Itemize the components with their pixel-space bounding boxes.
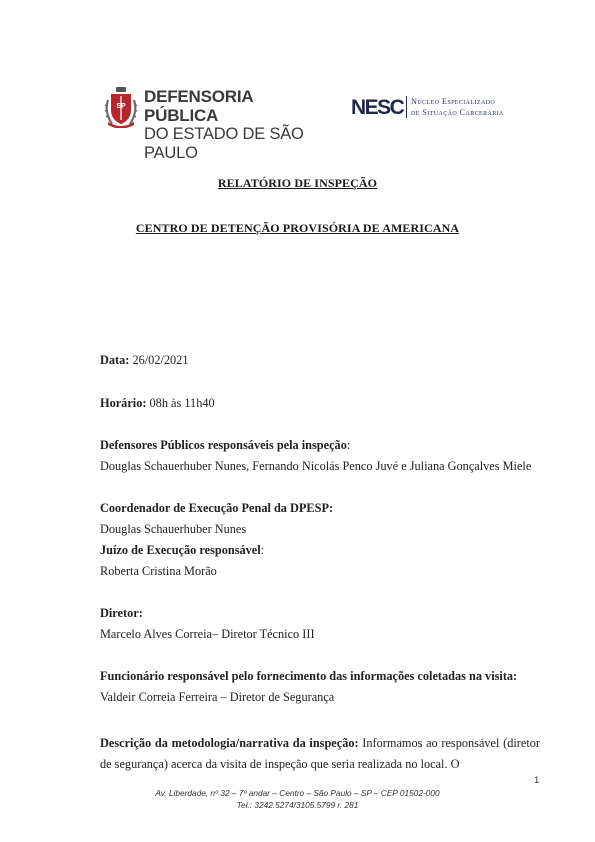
dpesp-logo [104, 86, 324, 162]
staff-label-text: Funcionário responsável pelo fornecimento das informações coletadas na visita: [100, 669, 518, 683]
report-title: RELATÓRIO DE INSPEÇÃO [217, 176, 378, 190]
nesc-wordmark: NESC [351, 96, 404, 119]
org-name-line2: DO ESTADO DE SÃO PAULO [144, 125, 304, 162]
nesc-divider [406, 96, 407, 118]
time-value: 08h às 11h40 [149, 396, 215, 410]
director-label [100, 606, 143, 621]
page-number: 1 [534, 775, 540, 786]
defenders-heading [100, 438, 350, 453]
nesc-line2: de Situação Carcerária [411, 108, 504, 117]
coordinator-value: Douglas Schauerhuber Nunes [100, 522, 247, 536]
director-value: Marcelo Alves Correia– Diretor Técnico III [100, 627, 315, 641]
defenders-value: Douglas Schauerhuber Nunes, Fernando Nicolás Penco Juvé e Juliana Gonçalves Miele [100, 459, 532, 473]
court-label: Juízo de Execução responsável [100, 543, 261, 557]
methodology-label: Descrição da metodologia/narrativa da inspeção: [100, 736, 359, 750]
date-line [100, 353, 188, 368]
org-name-line1: DEFENSORIA PÚBLICA [144, 87, 253, 125]
defenders-colon: : [346, 438, 351, 452]
methodology-text: Informamos ao responsável (diretor de segurança) acerca da visita de inspeção que seria realizada no local. O [100, 736, 540, 771]
time-line [100, 396, 215, 411]
date-label: Data: [100, 353, 130, 367]
court-value: Roberta Cristina Morão [100, 564, 217, 578]
sp-coat-of-arms-icon [104, 86, 138, 128]
footer-address: Av. Liberdade, nº 32 – 7º andar – Centro – São Paulo – SP – CEP 01502-000 [155, 788, 440, 798]
court-colon: : [260, 543, 265, 557]
coordinator-label [100, 501, 333, 516]
nesc-full-name [411, 96, 504, 118]
staff-label [100, 669, 517, 684]
unit-title: CENTRO DE DETENÇÃO PROVISÓRIA DE AMERICANA [135, 221, 460, 235]
coordinator-label-text: Coordenador de Execução Penal da DPESP: [100, 501, 334, 515]
staff-value: Valdeir Correia Ferreira – Diretor de Segurança [100, 690, 335, 704]
time-label: Horário: [100, 396, 147, 410]
court-heading [100, 543, 264, 558]
crest-letters: SP [116, 103, 126, 110]
date-value: 26/02/2021 [132, 353, 189, 367]
director-label-text: Diretor: [100, 606, 143, 620]
methodology-paragraph [100, 733, 540, 775]
defenders-label: Defensores Públicos responsáveis pela inspeção [100, 438, 347, 452]
org-name [144, 87, 324, 163]
nesc-logo [351, 94, 521, 122]
nesc-line1: Núcleo Especializado [411, 97, 496, 106]
footer-phones: Tel.: 3242.5274/3105.5799 r. 281 [236, 800, 359, 810]
